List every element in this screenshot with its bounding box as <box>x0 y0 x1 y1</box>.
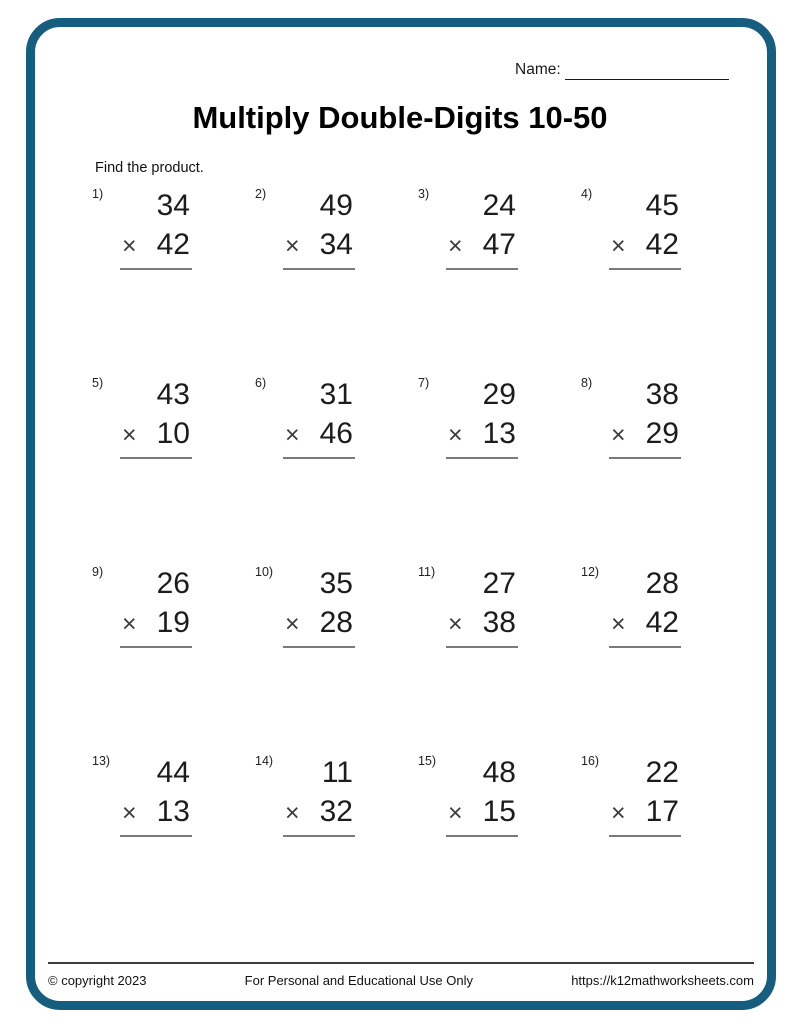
multiplier-row <box>120 792 192 833</box>
top-operand: 44 <box>156 756 190 789</box>
bottom-operand: 29 <box>645 417 679 450</box>
problem-work-area <box>283 185 355 270</box>
problem-cell <box>418 185 581 270</box>
multiplier-row <box>609 414 681 455</box>
problem-cell <box>92 185 255 270</box>
answer-line <box>283 835 355 837</box>
bottom-operand: 34 <box>319 228 353 261</box>
bottom-operand: 13 <box>482 417 516 450</box>
top-operand: 49 <box>319 189 353 222</box>
bottom-operand: 17 <box>645 795 679 828</box>
problem-number: 13) <box>92 754 111 768</box>
answer-line <box>120 646 192 648</box>
problem-cell <box>255 374 418 459</box>
problem-work-area <box>120 185 192 270</box>
problem-number: 9) <box>92 565 104 579</box>
multiply-sign: × <box>611 610 626 638</box>
answer-line <box>283 268 355 270</box>
bottom-operand: 42 <box>156 228 190 261</box>
bottom-operand: 38 <box>482 606 516 639</box>
problem-work-area <box>283 374 355 459</box>
multiply-sign: × <box>122 799 137 827</box>
multiplier-row <box>446 414 518 455</box>
instruction-text: Find the product. <box>95 160 204 176</box>
problem-number: 5) <box>92 376 104 390</box>
multiply-sign: × <box>448 610 463 638</box>
top-operand: 35 <box>319 567 353 600</box>
top-operand: 11 <box>321 756 353 789</box>
top-operand: 48 <box>482 756 516 789</box>
problem-number: 12) <box>581 565 600 579</box>
problem-number: 1) <box>92 187 104 201</box>
multiply-sign: × <box>448 421 463 449</box>
answer-line <box>446 268 518 270</box>
multiply-sign: × <box>285 610 300 638</box>
bottom-operand: 15 <box>482 795 516 828</box>
answer-line <box>283 646 355 648</box>
multiplier-row <box>283 414 355 455</box>
problem-cell <box>255 185 418 270</box>
problem-work-area <box>609 185 681 270</box>
problem-number: 10) <box>255 565 274 579</box>
problem-number: 8) <box>581 376 593 390</box>
multiplier-row <box>446 603 518 644</box>
multiplier-row <box>283 603 355 644</box>
footer <box>48 962 754 988</box>
answer-line <box>609 646 681 648</box>
top-operand: 34 <box>156 189 190 222</box>
multiplier-row <box>609 603 681 644</box>
top-operand: 26 <box>156 567 190 600</box>
bottom-operand: 42 <box>645 228 679 261</box>
problem-cell <box>92 752 255 837</box>
answer-line <box>446 835 518 837</box>
top-operand: 29 <box>482 378 516 411</box>
top-operand: 45 <box>645 189 679 222</box>
problem-cell <box>581 374 744 459</box>
multiplier-row <box>283 225 355 266</box>
problem-number: 7) <box>418 376 430 390</box>
problems-grid <box>92 185 744 837</box>
bottom-operand: 13 <box>156 795 190 828</box>
problem-cell <box>581 563 744 648</box>
multiplier-row <box>120 414 192 455</box>
multiply-sign: × <box>285 799 300 827</box>
multiplier-row <box>446 792 518 833</box>
answer-line <box>609 835 681 837</box>
top-operand: 27 <box>482 567 516 600</box>
bottom-operand: 47 <box>482 228 516 261</box>
problem-cell <box>92 563 255 648</box>
name-blank-line <box>565 63 729 80</box>
answer-line <box>609 268 681 270</box>
problem-number: 3) <box>418 187 430 201</box>
multiply-sign: × <box>122 421 137 449</box>
problem-cell <box>418 563 581 648</box>
problem-work-area <box>120 563 192 648</box>
top-operand: 28 <box>645 567 679 600</box>
bottom-operand: 28 <box>319 606 353 639</box>
multiplier-row <box>609 225 681 266</box>
problem-work-area <box>283 752 355 837</box>
worksheet-title: Multiply Double-Digits 10-50 <box>192 100 608 135</box>
answer-line <box>609 457 681 459</box>
multiply-sign: × <box>611 232 626 260</box>
problem-work-area <box>446 374 518 459</box>
top-operand: 22 <box>645 756 679 789</box>
multiplier-row <box>283 792 355 833</box>
problem-cell <box>418 374 581 459</box>
answer-line <box>120 835 192 837</box>
problem-work-area <box>120 374 192 459</box>
problem-number: 4) <box>581 187 593 201</box>
multiply-sign: × <box>285 421 300 449</box>
problem-cell <box>418 752 581 837</box>
bottom-operand: 32 <box>319 795 353 828</box>
problem-number: 11) <box>418 565 436 579</box>
problem-work-area <box>446 185 518 270</box>
top-operand: 43 <box>156 378 190 411</box>
problem-work-area <box>446 563 518 648</box>
multiply-sign: × <box>122 232 137 260</box>
footer-copyright: © copyright 2023 <box>48 973 147 988</box>
answer-line <box>446 646 518 648</box>
multiply-sign: × <box>611 421 626 449</box>
name-label: Name: <box>515 61 561 78</box>
problem-work-area <box>609 374 681 459</box>
multiply-sign: × <box>611 799 626 827</box>
problem-work-area <box>120 752 192 837</box>
problem-work-area <box>446 752 518 837</box>
answer-line <box>120 268 192 270</box>
multiplier-row <box>120 603 192 644</box>
bottom-operand: 46 <box>319 417 353 450</box>
multiply-sign: × <box>448 799 463 827</box>
problem-number: 6) <box>255 376 267 390</box>
name-row <box>515 60 729 80</box>
bottom-operand: 42 <box>645 606 679 639</box>
problem-number: 15) <box>418 754 437 768</box>
answer-line <box>120 457 192 459</box>
multiplier-row <box>609 792 681 833</box>
multiplier-row <box>120 225 192 266</box>
problem-cell <box>581 185 744 270</box>
top-operand: 31 <box>319 378 353 411</box>
problem-number: 2) <box>255 187 267 201</box>
multiply-sign: × <box>448 232 463 260</box>
bottom-operand: 19 <box>156 606 190 639</box>
bottom-operand: 10 <box>156 417 190 450</box>
problem-work-area <box>609 563 681 648</box>
problem-number: 14) <box>255 754 274 768</box>
problem-number: 16) <box>581 754 600 768</box>
problem-cell <box>255 752 418 837</box>
multiply-sign: × <box>285 232 300 260</box>
top-operand: 38 <box>645 378 679 411</box>
multiply-sign: × <box>122 610 137 638</box>
footer-url: https://k12mathworksheets.com <box>571 973 754 988</box>
answer-line <box>283 457 355 459</box>
top-operand: 24 <box>482 189 516 222</box>
problem-work-area <box>283 563 355 648</box>
problem-cell <box>581 752 744 837</box>
problem-cell <box>92 374 255 459</box>
answer-line <box>446 457 518 459</box>
footer-usage: For Personal and Educational Use Only <box>244 973 474 988</box>
multiplier-row <box>446 225 518 266</box>
problem-work-area <box>609 752 681 837</box>
problem-cell <box>255 563 418 648</box>
